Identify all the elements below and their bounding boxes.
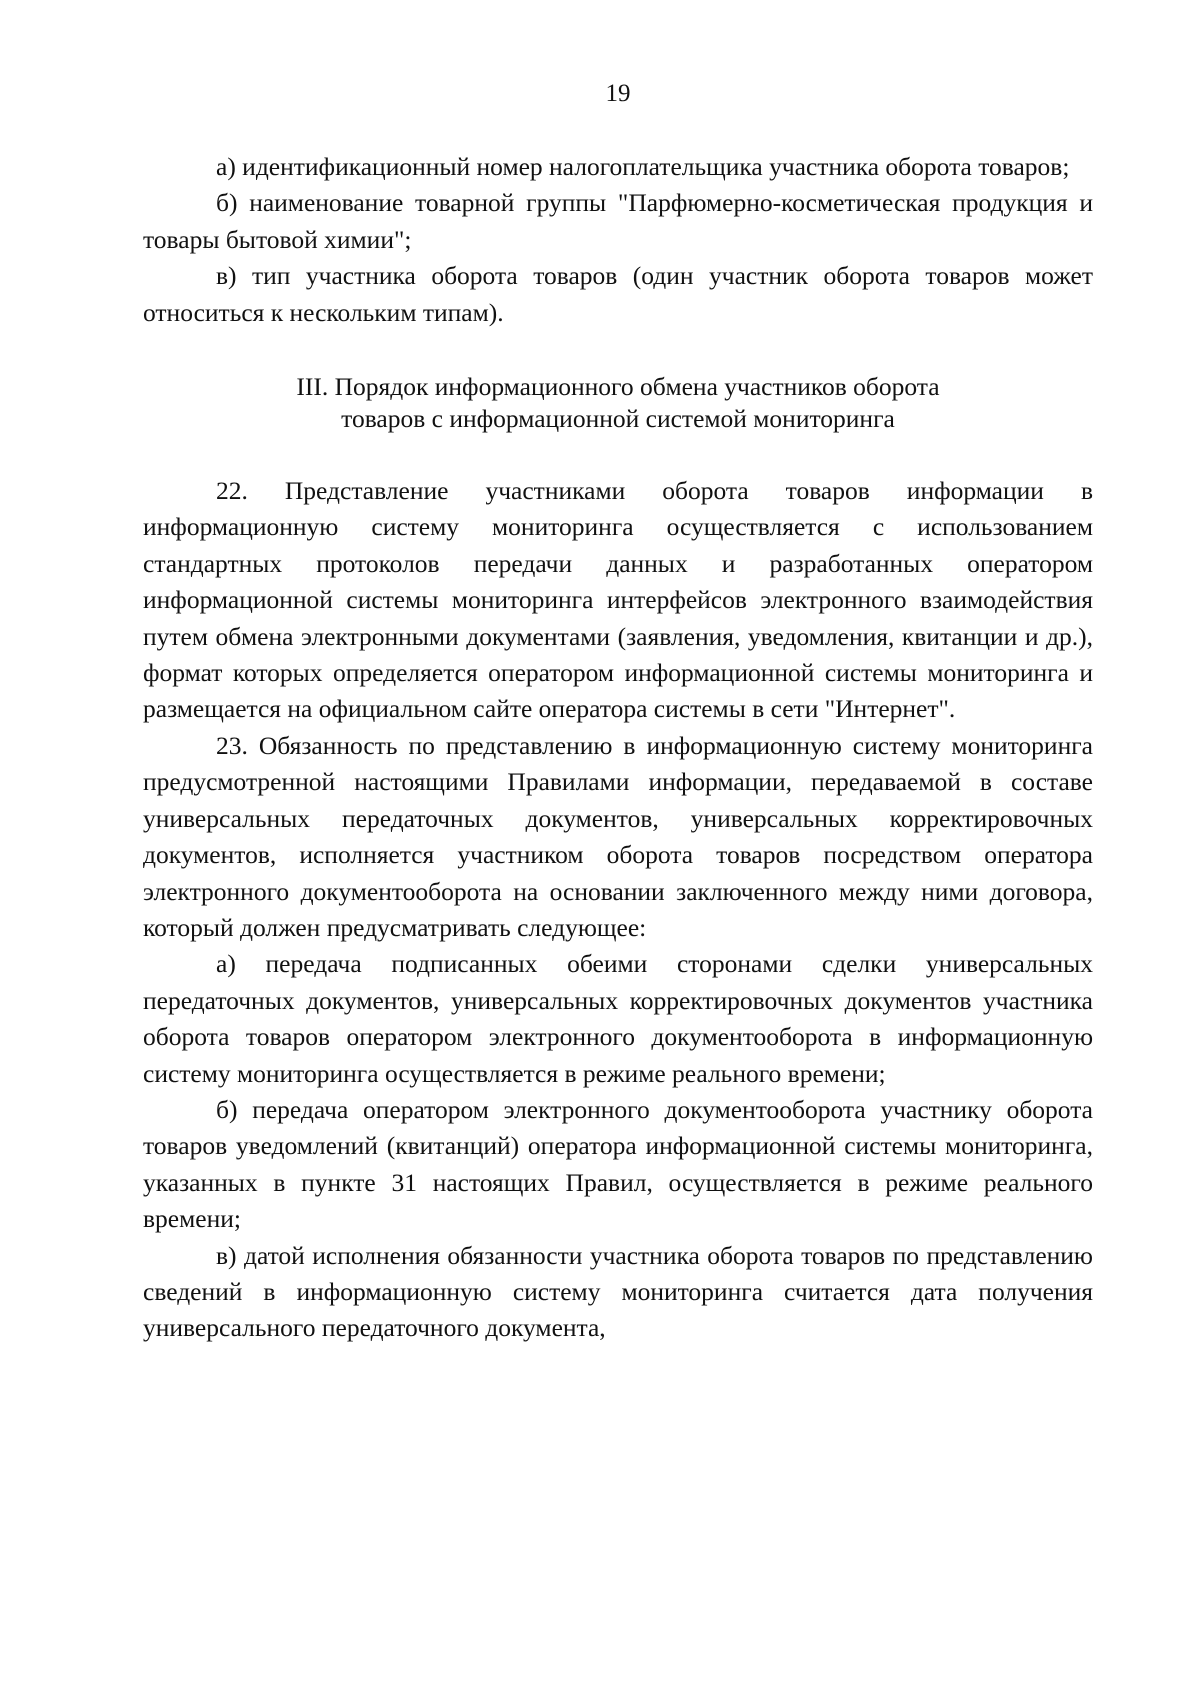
paragraph-22: 22. Представление участниками оборота товаров информации в информационную систему мониторинга осуществляется с использованием стандартных протоколов передачи данных и разработанных оператором информационной системы мониторинга интерфейсов электронного взаимодействия путем обмена электронными документами (заявления, уведомления, квитанции и др.), формат которых определяется оператором информационной системы мониторинга и размещается на официальном сайте оператора системы в сети "Интернет". <box>143 476 1093 724</box>
paragraph-23-item-c: в) датой исполнения обязанности участника оборота товаров по представлению сведений в информационную систему мониторинга считается дата получения универсального передаточного документа, <box>143 1240 1093 1343</box>
item-c-participant-type: в) тип участника оборота товаров (один участник оборота товаров может относиться к нескольким типам). <box>143 261 1093 327</box>
paragraph-23: 23. Обязанность по представлению в информационную систему мониторинга предусмотренной настоящими Правилами информации, передаваемой в составе универсальных передаточных документов, универсальных корректировочных документов, исполняется участником оборота товаров посредством оператора электронного документооборота на основании заключенного между ними договора, который должен предусматривать следующее: <box>143 730 1093 942</box>
item-b-product-group: б) наименование товарной группы "Парфюмерно-косметическая продукция и товары бытовой химии"; <box>143 188 1093 254</box>
section-heading <box>143 371 1093 435</box>
page-number: 19 <box>605 80 631 107</box>
section-heading-line-2: товаров с информационной системой мониторинга <box>341 404 895 434</box>
paragraph-23-item-a: а) передача подписанных обеими сторонами сделки универсальных передаточных документов, универсальных корректировочных документов участника оборота товаров оператором электронного документооборота в информационную систему мониторинга осуществляется в режиме реального времени; <box>143 949 1093 1088</box>
item-a-taxpayer-id: а) идентификационный номер налогоплательщика участника оборота товаров; <box>216 152 1070 181</box>
paragraph-23-item-b: б) передача оператором электронного документооборота участнику оборота товаров уведомлений (квитанций) оператора информационной системы мониторинга, указанных в пункте 31 настоящих Правил, осуществляется в режиме реального времени; <box>143 1094 1093 1234</box>
section-heading-line-1: III. Порядок информационного обмена участников оборота <box>296 372 940 402</box>
document-page <box>143 76 1093 1347</box>
